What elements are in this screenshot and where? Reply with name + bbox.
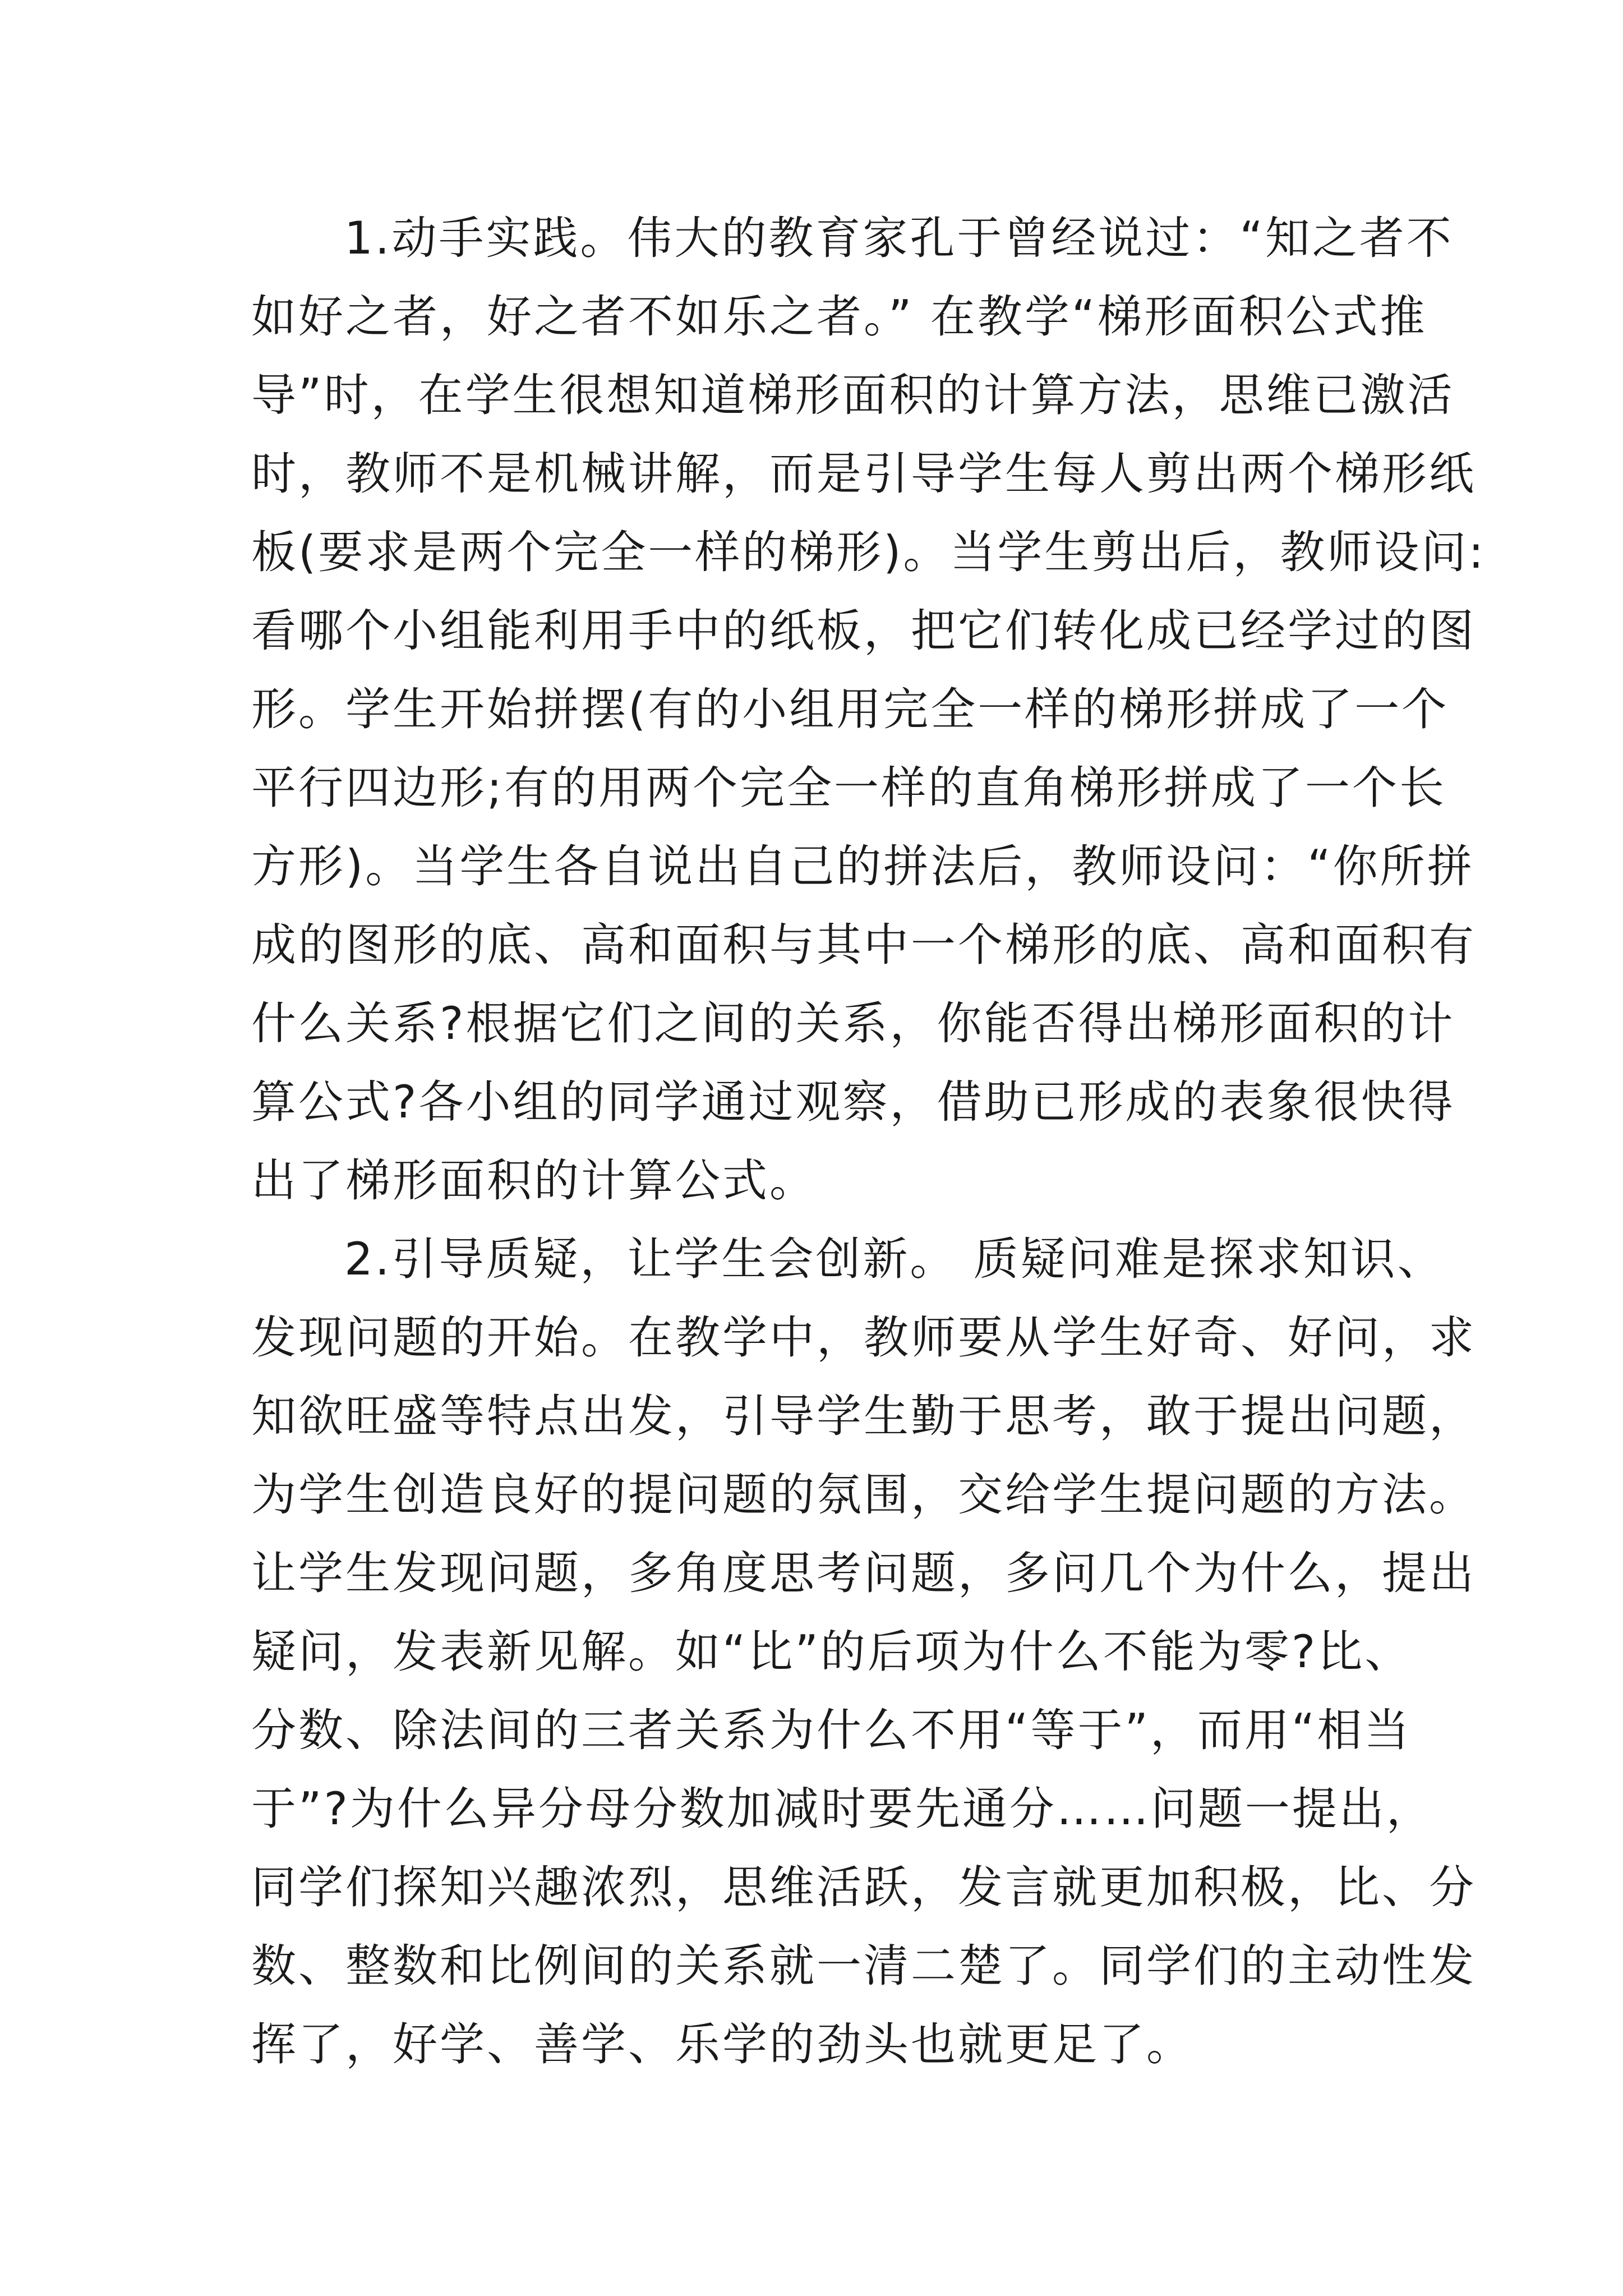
paragraph-line: 看哪个小组能利用手中的纸板，把它们转化成已经学过的图 (251, 605, 1476, 657)
paragraph-line: 方形)。当学生各自说出自己的拼法后，教师设问：“你所拼 (251, 840, 1474, 892)
paragraph-line: 知欲旺盛等特点出发，引导学生勤于思考，敢于提出问题， (251, 1390, 1476, 1442)
paragraph-guided-questioning (251, 1220, 1476, 2084)
paragraph-line: 数、整数和比例间的关系就一清二楚了。同学们的主动性发 (251, 1940, 1476, 1992)
paragraph-line: 发现问题的开始。在教学中，教师要从学生好奇、好问，求 (251, 1312, 1476, 1364)
paragraph-line: 为学生创造良好的提问题的氛围，交给学生提问题的方法。 (251, 1469, 1476, 1521)
paragraph-line: 同学们探知兴趣浓烈，思维活跃，发言就更加积极，比、分 (251, 1861, 1476, 1913)
paragraph-line: 让学生发现问题，多角度思考问题，多问几个为什么，提出 (251, 1547, 1476, 1599)
paragraph-line: 疑问，发表新见解。如“比”的后项为什么不能为零?比、 (251, 1626, 1412, 1678)
paragraph-hands-on-practice (251, 199, 1486, 1220)
paragraph-line: 什么关系?根据它们之间的关系，你能否得出梯形面积的计 (251, 997, 1455, 1050)
paragraph-line: 如好之者，好之者不如乐之者。” 在教学“梯形面积公式推 (251, 291, 1427, 343)
paragraph-line: 于”?为什么异分母分数加减时要先通分……问题一提出， (251, 1783, 1433, 1835)
paragraph-line: 算公式?各小组的同学通过观察，借助已形成的表象很快得 (251, 1076, 1455, 1128)
paragraph-line: 时，教师不是机械讲解，而是引导学生每人剪出两个梯形纸 (251, 448, 1476, 500)
paragraph-line: 板(要求是两个完全一样的梯形)。当学生剪出后，教师设问: (251, 526, 1486, 578)
paragraph-line: 挥了，好学、善学、乐学的劲头也就更足了。 (251, 2018, 1193, 2070)
paragraph-line: 出了梯形面积的计算公式。 (251, 1154, 817, 1207)
paragraph-line: 2.引导质疑，让学生会创新。 质疑问难是探求知识、 (344, 1233, 1445, 1285)
paragraph-line: 导”时，在学生很想知道梯形面积的计算方法，思维已激活 (251, 369, 1455, 421)
paragraph-line: 分数、除法间的三者关系为什么不用“等于”，而用“相当 (251, 1704, 1412, 1756)
body-text (251, 199, 1486, 2084)
paragraph-line: 1.动手实践。伟大的教育家孔于曾经说过：“知之者不 (344, 212, 1454, 264)
paragraph-line: 形。学生开始拼摆(有的小组用完全一样的梯形拼成了一个 (251, 683, 1449, 735)
paragraph-line: 平行四边形;有的用两个完全一样的直角梯形拼成了一个长 (251, 762, 1446, 814)
paragraph-line: 成的图形的底、高和面积与其中一个梯形的底、高和面积有 (251, 919, 1476, 971)
